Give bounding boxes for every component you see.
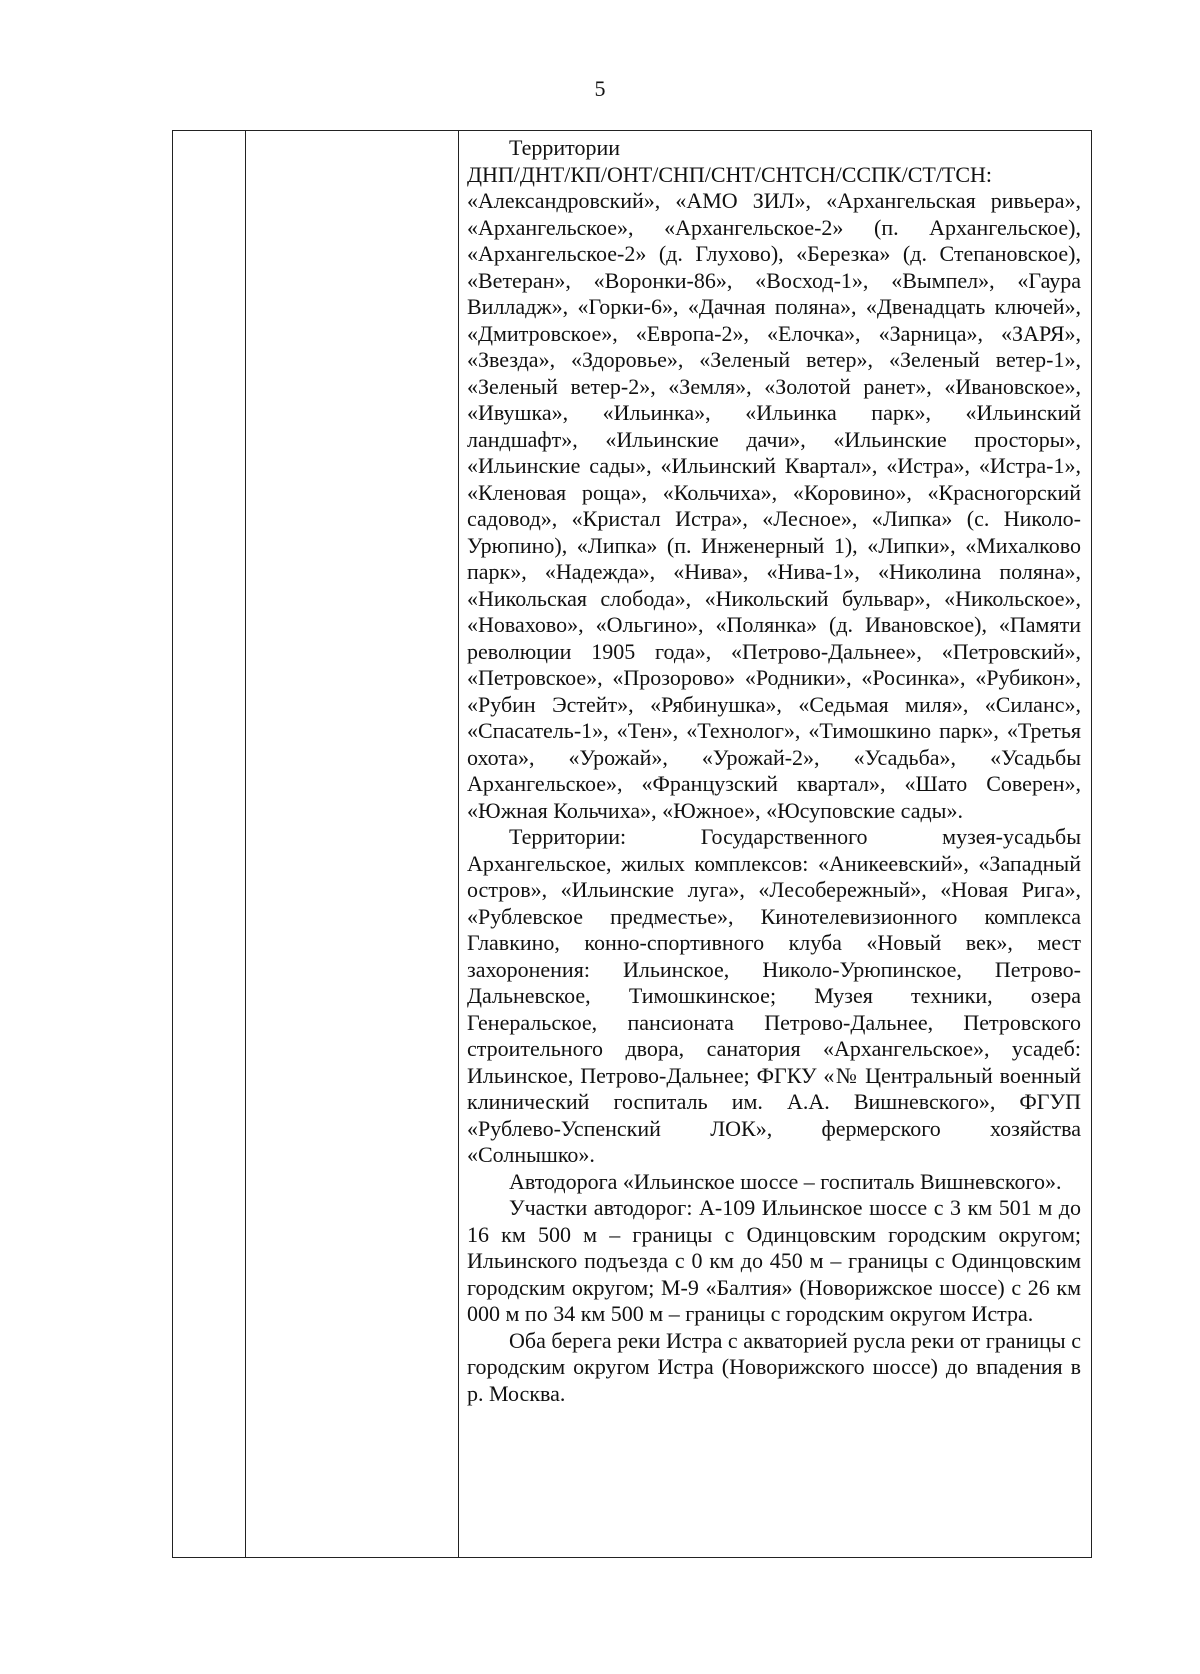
road-sections-paragraph: Участки автодорог: А-109 Ильинское шоссе с 3 км 501 м до 16 км 500 м – границы с Одинцовским городским округом; Ильинского подъезда с 0 км до 450 м – границы с Одинцовским городским округом; М-9 «Балтия» (Новорижское шоссе) с 26 км 000 м по 34 км 500 м – границы с городским округом Истра. — [467, 1195, 1081, 1326]
river-banks-paragraph: Оба берега реки Истра с акваторией русла реки от границы с городским округом Истра (Новорижского шоссе) до впадения в р. Москва. — [467, 1327, 1081, 1406]
territories-institutions: Территории: Государственного музея-усадьбы Архангельское, жилых комплексов: «Аникеевский», «Западный остров», «Ильинские луга», «Лесобережный», «Новая Рига», «Рублевское предместье», Кинотелевизионного комплекса Главкино, конно-спортивного клуба «Новый век», мест захоронения: Ильинское, Николо-Урюпинское, Петрово-Дальневское, Тимошкинское; Музея техники, озера Генеральское, пансионата Петрово-Дальнее, Петровского строительного двора, санатория «Архангельское», усадеб: Ильинское, Петрово-Дальнее; ФГКУ «№ Центральный военный клинический госпиталь им. А.А. Вишневского», ФГУП «Рублево-Успенский ЛОК», фермерского хозяйства «Солнышко». — [467, 824, 1081, 1167]
territories-abbreviations: ДНП/ДНТ/КП/ОНТ/СНП/СНТ/СНТСН/ССПК/СТ/ТСН: — [467, 161, 993, 187]
highway-paragraph: Автодорога «Ильинское шоссе – госпиталь Вишневского». — [509, 1168, 1062, 1194]
page-number: 5 — [594, 76, 606, 101]
table-column-divider-1 — [245, 131, 246, 1557]
table-text-cell — [459, 131, 1091, 1557]
document-table — [172, 130, 1092, 1558]
territories-list: «Александровский», «АМО ЗИЛ», «Архангельская ривьера», «Архангельское», «Архангельское-2» (п. Архангельское), «Архангельское-2» (д. Глухово), «Березка» (д. Степановское), «Ветеран», «Воронки-86», «Восход-1», «Вымпел», «Гаура Вилладж», «Горки-6», «Дачная поляна», «Двенадцать ключей», «Дмитровское», «Европа-2», «Елочка», «Зарница», «ЗАРЯ», «Звезда», «Здоровье», «Зеленый ветер», «Зеленый ветер-1», «Зеленый ветер-2», «Земля», «Золотой ранет», «Ивановское», «Ивушка», «Ильинка», «Ильинка парк», «Ильинский ландшафт», «Ильинские дачи», «Ильинские просторы», «Ильинские сады», «Ильинский Квартал», «Истра», «Истра-1», «Кленовая роща», «Кольчиха», «Коровино», «Красногорский садовод», «Кристал Истра», «Лесное», «Липка» (с. Николо-Урюпино), «Липка» (п. Инженерный 1), «Липки», «Михалково парк», «Надежда», «Нива», «Нива-1», «Николина поляна», «Никольская слобода», «Никольский бульвар», «Никольское», «Новахово», «Ольгино», «Полянка» (д. Ивановское), «Памяти революции 1905 года», «Петрово-Дальнее», «Петровский», «Петровское», «Прозорово» «Родники», «Росинка», «Рубикон», «Рубин Эстейт», «Рябинушка», «Седьмая миля», «Силанс», «Спасатель-1», «Тен», «Технолог», «Тимошкино парк», «Третья охота», «Урожай», «Урожай-2», «Усадьба», «Усадьбы Архангельское», «Французский квартал», «Шато Соверен», «Южная Кольчиха», «Южное», «Юсуповские сады». — [467, 188, 1081, 823]
territories-heading: Территории — [509, 135, 621, 160]
